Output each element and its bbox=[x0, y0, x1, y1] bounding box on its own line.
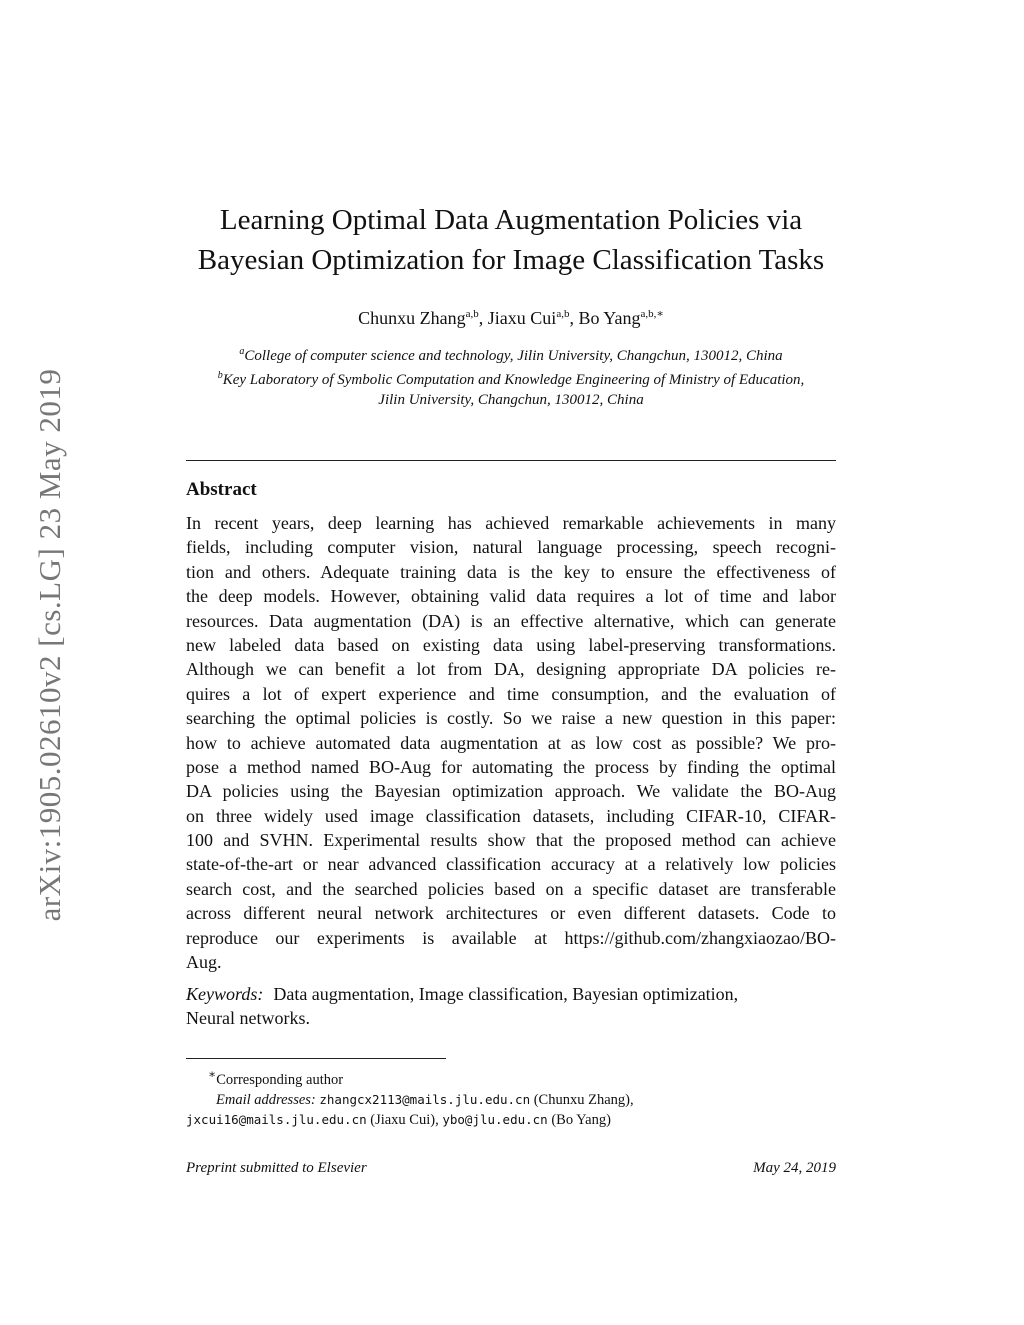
email-link[interactable]: ybo@jlu.edu.cn bbox=[442, 1111, 548, 1127]
abstract-line: Aug. bbox=[186, 952, 222, 973]
affiliation-b-cont: Jilin University, Changchun, 130012, China bbox=[378, 392, 644, 408]
abstract-line: on three widely used image classification datasets, including CIFAR-10, CIFAR- bbox=[186, 805, 836, 826]
author-affil-mark: a,b bbox=[556, 308, 570, 320]
email-owner: (Jiaxu Cui), bbox=[370, 1111, 439, 1128]
top-divider bbox=[186, 460, 836, 461]
author-list bbox=[186, 301, 836, 331]
author-name: Chunxu Zhang bbox=[358, 308, 466, 328]
footer-date: May 24, 2019 bbox=[753, 1160, 836, 1176]
abstract-line: searching the optimal policies is costly. So we raise a new question in this paper: bbox=[186, 708, 836, 729]
title-line-1: Learning Optimal Data Augmentation Policies via bbox=[219, 204, 803, 236]
abstract-line: how to achieve automated data augmentation at as low cost as possible? We pro- bbox=[186, 732, 836, 753]
abstract-heading: Abstract bbox=[186, 479, 257, 500]
email-owner: (Chunxu Zhang), bbox=[533, 1091, 634, 1108]
abstract-line: new labeled data based on existing data using label-preserving transformations. bbox=[186, 634, 836, 655]
email-line-1 bbox=[186, 1090, 836, 1110]
abstract-line: Although we can benefit a lot from DA, designing appropriate DA policies re- bbox=[186, 659, 836, 680]
abstract-line: across different neural network architectures or even different datasets. Code to bbox=[186, 903, 836, 924]
abstract-line: resources. Data augmentation (DA) is an effective alternative, which can generate bbox=[186, 610, 836, 631]
footer-preprint-note: Preprint submitted to Elsevier bbox=[186, 1160, 367, 1176]
author-name: Jiaxu Cui bbox=[487, 308, 557, 328]
email-label: Email addresses: bbox=[216, 1091, 316, 1108]
corresponding-author-note bbox=[186, 1064, 836, 1090]
arxiv-id: arXiv:1905.02610v2 [cs.LG] 23 May 2019 bbox=[32, 368, 67, 922]
abstract-line: reproduce our experiments is available at https://github.com/zhangxiaozao/BO- bbox=[186, 927, 836, 948]
author-name: Bo Yang bbox=[578, 308, 641, 328]
abstract-line: DA policies using the Bayesian optimization approach. We validate the BO-Aug bbox=[186, 781, 836, 802]
footnote-mark: ∗ bbox=[208, 1067, 217, 1081]
author-affil-mark: a,b,∗ bbox=[640, 308, 664, 320]
abstract-line: the deep models. However, obtaining valid data requires a lot of time and labor bbox=[186, 586, 836, 607]
author-separator: , bbox=[569, 308, 579, 328]
corresponding-author-text: Corresponding author bbox=[216, 1071, 344, 1088]
email-owner: (Bo Yang) bbox=[551, 1111, 611, 1128]
email-link[interactable]: jxcui16@mails.jlu.edu.cn bbox=[186, 1111, 367, 1127]
affiliation-b bbox=[170, 366, 852, 390]
abstract-line: quires a lot of expert experience and time consumption, and the evaluation of bbox=[186, 683, 836, 704]
affiliation-a bbox=[170, 342, 852, 366]
arxiv-stamp bbox=[30, 345, 70, 945]
footnotes bbox=[186, 1064, 836, 1130]
affil-text-a: College of computer science and technology, Jilin University, Changchun, 130012, China bbox=[244, 348, 783, 364]
email-link[interactable]: zhangcx2113@mails.jlu.edu.cn bbox=[319, 1091, 531, 1107]
abstract-line: In recent years, deep learning has achieved remarkable achievements in many bbox=[186, 513, 836, 533]
abstract-line: pose a method named BO-Aug for automating the process by finding the optimal bbox=[186, 756, 836, 777]
keywords-label: Keywords: bbox=[186, 984, 264, 1004]
title-line-2: Bayesian Optimization for Image Classification Tasks bbox=[197, 244, 825, 276]
author-affil-mark: a,b bbox=[465, 308, 479, 320]
affil-text-b: Key Laboratory of Symbolic Computation and Knowledge Engineering of Ministry of Education, bbox=[222, 372, 805, 388]
affiliations bbox=[170, 342, 852, 410]
author-separator: , bbox=[478, 308, 488, 328]
abstract-line: tion and others. Adequate training data is the key to ensure the effectiveness of bbox=[186, 561, 836, 582]
abstract-body bbox=[186, 511, 836, 974]
affil-mark-b: b bbox=[217, 370, 223, 381]
abstract-line: state-of-the-art or near advanced classification accuracy at a relatively low policies bbox=[186, 854, 836, 875]
affil-mark-a: a bbox=[239, 346, 245, 357]
abstract-line: search cost, and the searched policies based on a specific dataset are transferable bbox=[186, 878, 836, 899]
abstract-line: 100 and SVHN. Experimental results show that the proposed method can achieve bbox=[186, 830, 836, 851]
email-line-2 bbox=[186, 1110, 836, 1130]
footnote-divider bbox=[186, 1058, 446, 1059]
keywords-line-2: Neural networks. bbox=[186, 1008, 310, 1029]
paper-title bbox=[186, 200, 836, 280]
abstract-line: fields, including computer vision, natural language processing, speech recogni- bbox=[186, 537, 836, 558]
keywords-line-1: Data augmentation, Image classification, Bayesian optimization, bbox=[273, 984, 739, 1004]
keywords bbox=[186, 982, 836, 1031]
